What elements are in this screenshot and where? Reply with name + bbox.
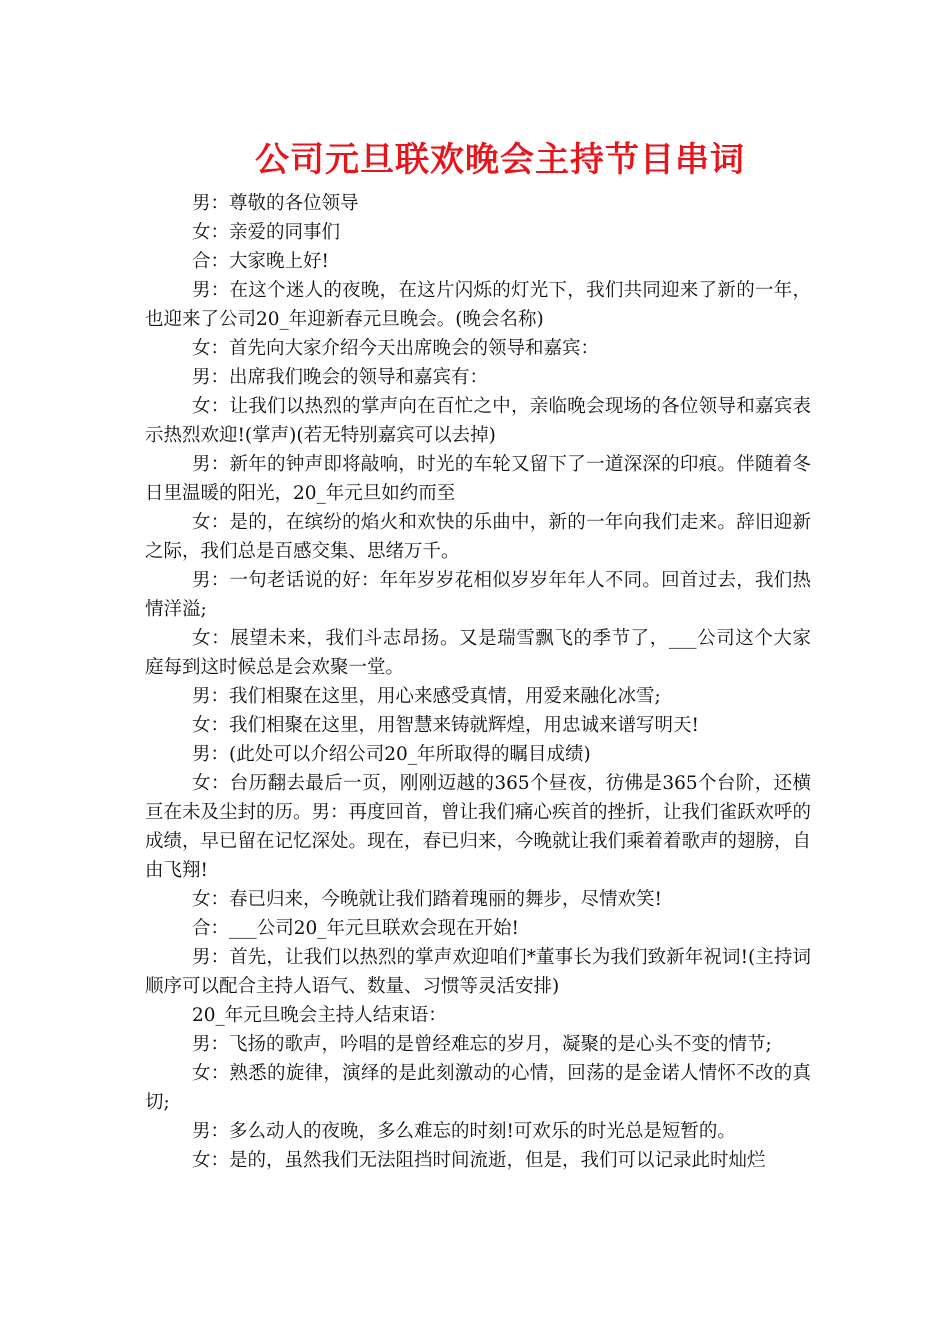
- paragraph: 合：___公司20_年元旦联欢会现在开始!: [192, 918, 519, 939]
- paragraph: 女：春已归来，今晚就让我们踏着瑰丽的舞步，尽情欢笑!: [192, 889, 662, 910]
- paragraph: 男：一句老话说的好：年年岁岁花相似岁岁年年人不同。回首过去，我们热情洋溢;: [145, 570, 811, 620]
- paragraph: 男：首先，让我们以热烈的掌声欢迎咱们*董事长为我们致新年祝词!(主持词顺序可以配合主持人语气、数量、习惯等灵活安排): [145, 947, 811, 997]
- paragraph: 女：展望未来，我们斗志昂扬。又是瑞雪飘飞的季节了，___公司这个大家庭每到这时候总是会欢聚一堂。: [145, 628, 811, 678]
- paragraph: 男：我们相聚在这里，用心来感受真情，用爱来融化冰雪;: [192, 686, 661, 707]
- paragraph: 男：飞扬的歌声，吟唱的是曾经难忘的岁月，凝聚的是心头不变的情节;: [192, 1034, 772, 1055]
- paragraph: 男：尊敬的各位领导: [192, 193, 359, 214]
- document-title: 公司元旦联欢晚会主持节目串词: [255, 140, 745, 180]
- paragraph: 女：首先向大家介绍今天出席晚会的领导和嘉宾：: [192, 338, 600, 359]
- paragraph: 男：多么动人的夜晚，多么难忘的时刻!可欢乐的时光总是短暂的。: [192, 1121, 736, 1142]
- paragraph: 女：让我们以热烈的掌声向在百忙之中，亲临晚会现场的各位领导和嘉宾表示热烈欢迎!(掌声)(若无特别嘉宾可以去掉): [145, 396, 811, 446]
- paragraph: 男：在这个迷人的夜晚，在这片闪烁的灯光下，我们共同迎来了新的一年，也迎来了公司20_年迎新春元旦晚会。(晚会名称): [145, 280, 811, 330]
- paragraph: 女：熟悉的旋律，演绎的是此刻激动的心情，回荡的是金诺人情怀不改的真切;: [145, 1063, 811, 1113]
- paragraph: 男：新年的钟声即将敲响，时光的车轮又留下了一道深深的印痕。伴随着冬日里温暖的阳光，20_年元旦如约而至: [145, 454, 811, 504]
- paragraph: 合：大家晚上好!: [192, 251, 329, 272]
- paragraph: 男：出席我们晚会的领导和嘉宾有：: [192, 367, 489, 388]
- paragraph: 女：是的，虽然我们无法阻挡时间流逝，但是，我们可以记录此时灿烂: [192, 1150, 766, 1171]
- paragraph: 20_年元旦晚会主持人结束语：: [192, 1005, 447, 1026]
- document-body: [145, 189, 811, 1175]
- paragraph: 男：(此处可以介绍公司20_年所取得的瞩目成绩): [192, 744, 591, 765]
- paragraph: 女：亲爱的同事们: [192, 222, 341, 243]
- paragraph: 女：台历翻去最后一页，刚刚迈越的365个昼夜，彷佛是365个台阶，还横亘在未及尘封的历。男：再度回首，曾让我们痛心疾首的挫折，让我们雀跃欢呼的成绩，早已留在记忆深处。现在，春已归来，今晚就让我们乘着着歌声的翅膀，自由飞翔!: [145, 773, 812, 881]
- paragraph: 女：我们相聚在这里，用智慧来铸就辉煌，用忠诚来谱写明天!: [192, 715, 699, 736]
- paragraph: 女：是的，在缤纷的焰火和欢快的乐曲中，新的一年向我们走来。辞旧迎新之际，我们总是百感交集、思绪万千。: [145, 512, 811, 562]
